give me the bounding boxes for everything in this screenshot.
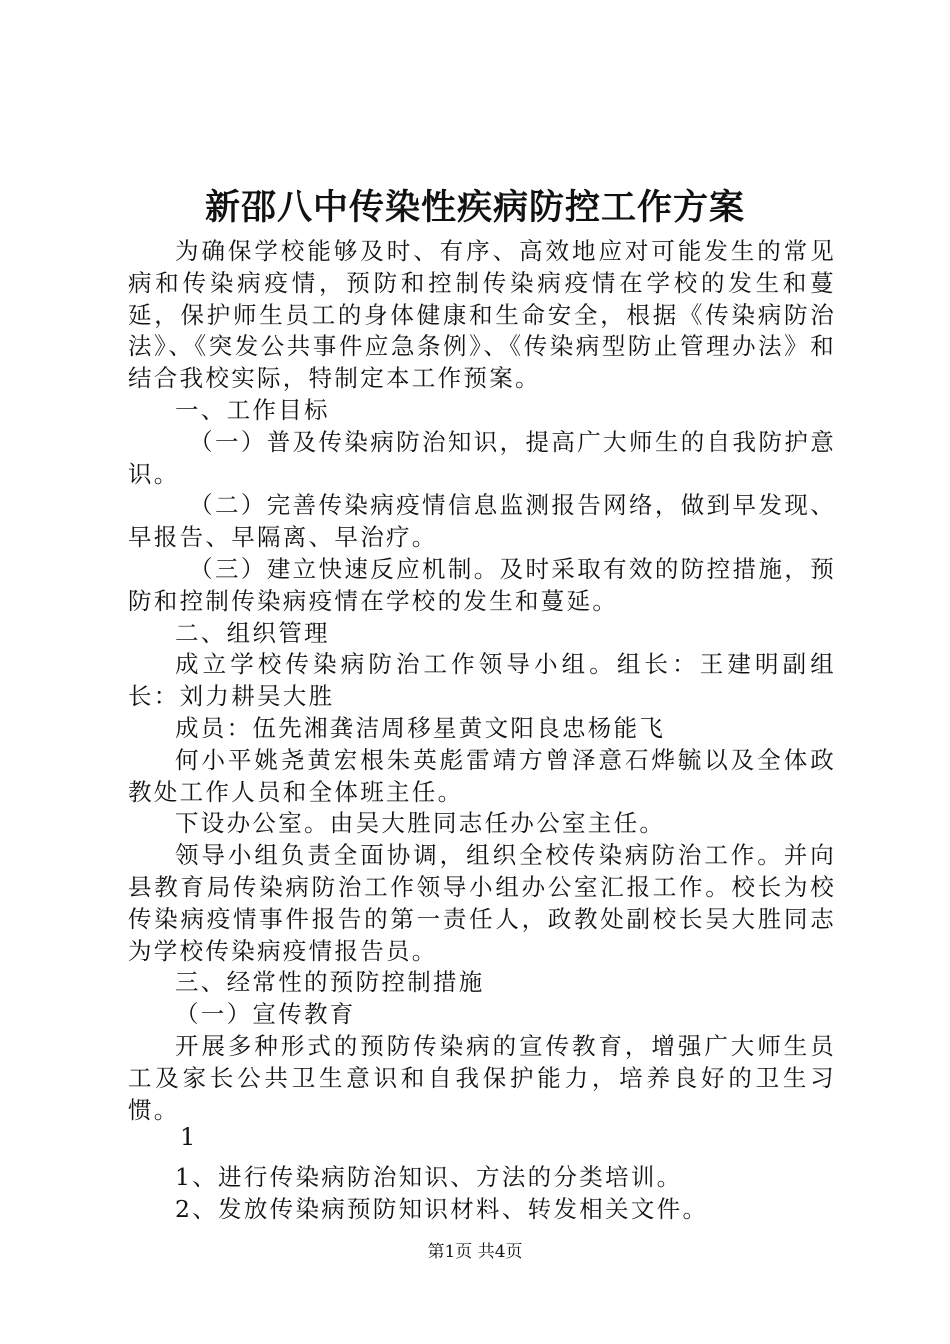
leadership-group-paragraph: 成立学校传染病防治工作领导小组。组长：王建明副组长：刘力耕吴大胜: [128, 650, 836, 711]
goal-item-3: （三）建立快速反应机制。及时采取有效的防控措施，预防和控制传染病疫情在学校的发生和蔓延。: [128, 554, 836, 615]
section-heading-organization: 二、组织管理: [175, 618, 330, 647]
paragraph-gap: [128, 1126, 836, 1162]
goal-item-2: （二）完善传染病疫情信息监测报告网络，做到早发现、早报告、早隔离、早治疗。: [128, 491, 836, 552]
list-item-1: 1、进行传染病防治知识、方法的分类培训。: [175, 1163, 683, 1192]
members-continued-paragraph: 何小平姚尧黄宏根朱英彪雷靖方曾泽意石烨毓以及全体政教处工作人员和全体班主任。: [128, 745, 836, 806]
document-title: 新邵八中传染性疾病防控工作方案: [204, 187, 745, 228]
members-line: 成员：伍先湘龚洁周移星黄文阳良忠杨能飞: [175, 713, 666, 742]
goal-item-1: （一）普及传染病防治知识，提高广大师生的自我防护意识。: [128, 427, 836, 488]
page-footer: 第1页 共4页: [427, 1242, 523, 1262]
section-heading-goals: 一、工作目标: [175, 395, 330, 424]
office-paragraph: 下设办公室。由吴大胜同志任办公室主任。: [175, 809, 666, 838]
page-number: 1: [180, 1123, 196, 1151]
list-item-2: 2、发放传染病预防知识材料、转发相关文件。: [175, 1195, 709, 1224]
intro-paragraph: 为确保学校能够及时、有序、高效地应对可能发生的常见病和传染病疫情，预防和控制传染病疫情在学校的发生和蔓延，保护师生员工的身体健康和生命安全，根据《传染病防治法》、《突发公共事件应急条例》、《传染病型防止管理办法》和结合我校实际，特制定本工作预案。: [128, 237, 836, 393]
section-heading-measures: 三、经常性的预防控制措施: [175, 968, 485, 997]
responsibility-paragraph: 领导小组负责全面协调，组织全校传染病防治工作。并向县教育局传染病防治工作领导小组办公室汇报工作。校长为校传染病疫情事件报告的第一责任人，政教处副校长吴大胜同志为学校传染病疫情报告员。: [128, 841, 836, 965]
subsection-heading-education: （一）宣传教育: [175, 1000, 356, 1029]
document-body: [128, 236, 836, 1226]
education-paragraph: 开展多种形式的预防传染病的宣传教育，增强广大师生员工及家长公共卫生意识和自我保护能力，培养良好的卫生习惯。: [128, 1031, 836, 1124]
